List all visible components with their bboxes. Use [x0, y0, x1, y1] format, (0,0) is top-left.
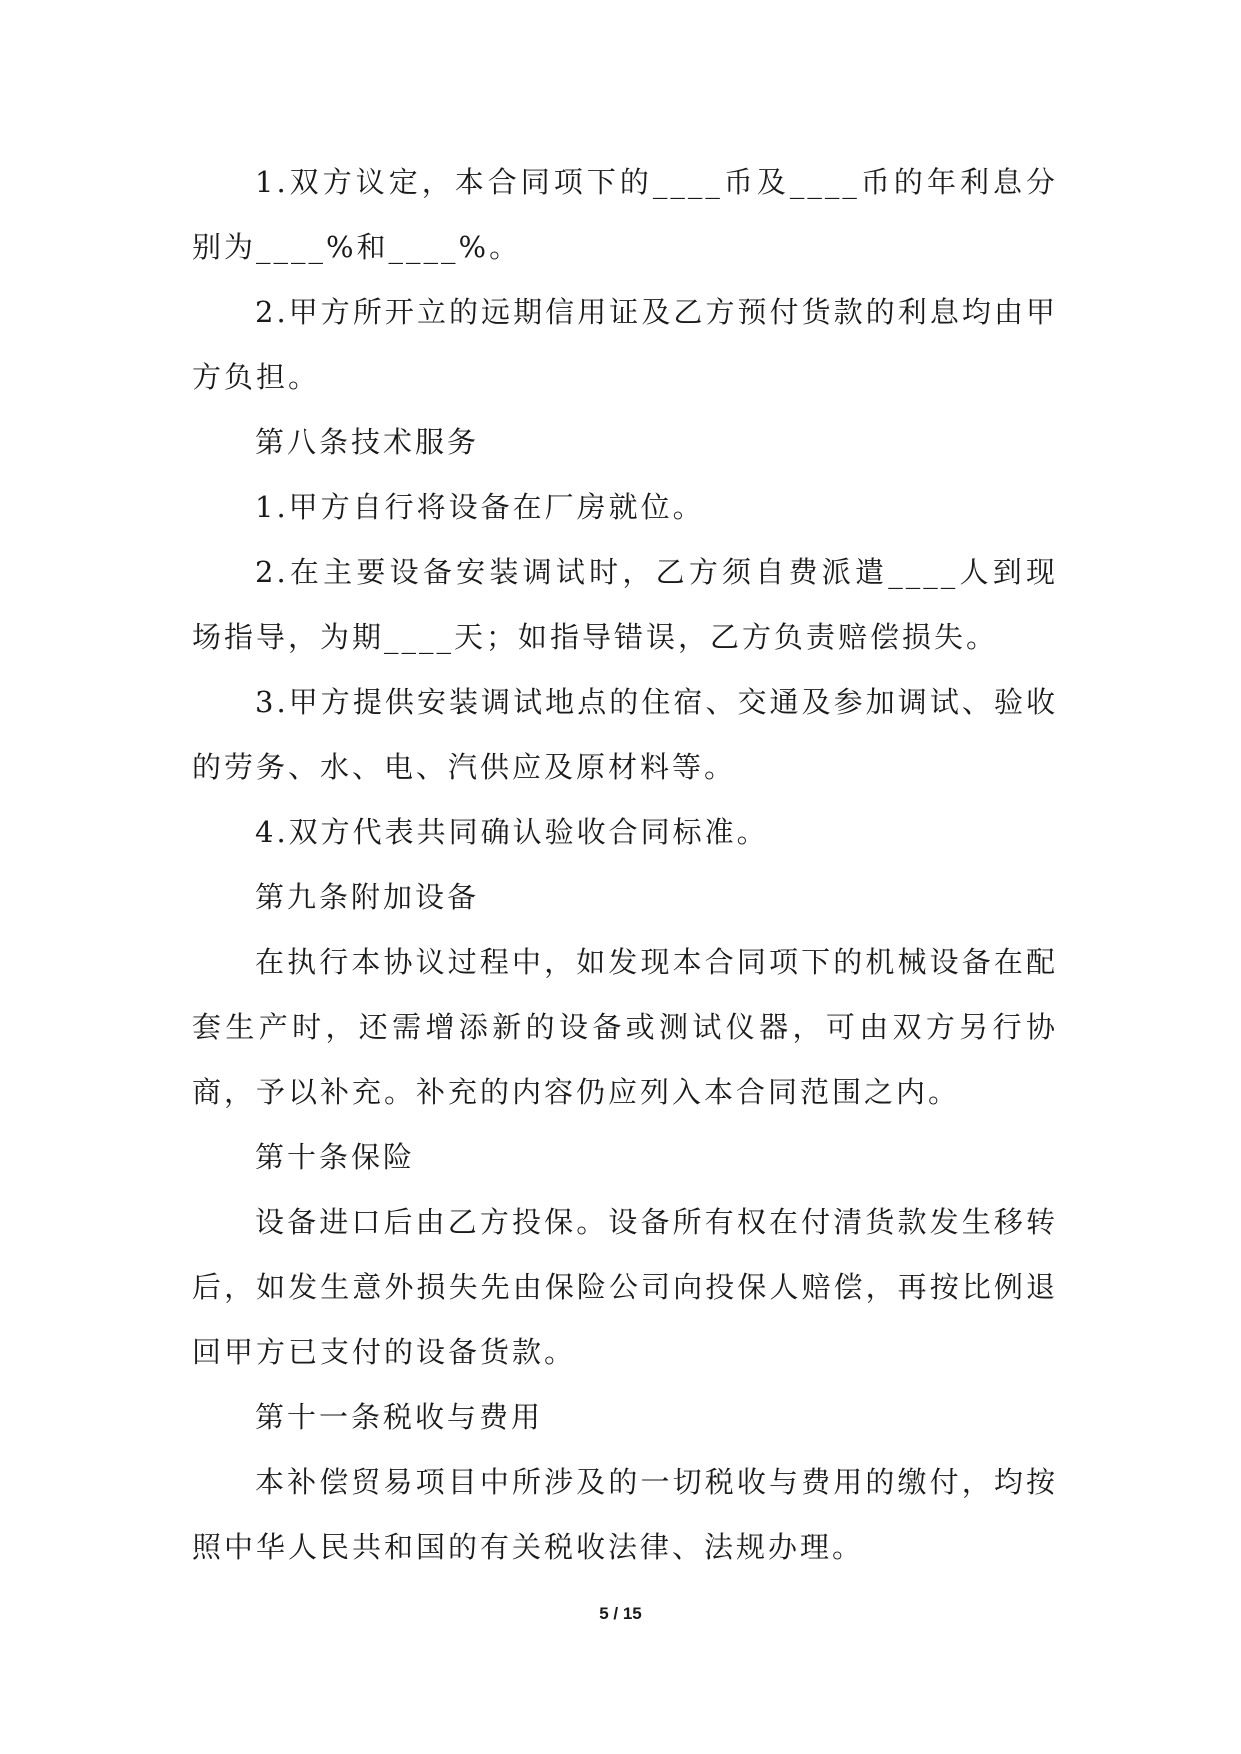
heading-article-8: 第八条技术服务	[255, 425, 480, 459]
paragraph-interest-burden: 2.甲方所开立的远期信用证及乙方预付货款的利息均由甲方负担。	[192, 295, 1058, 394]
paragraph-site-provisions: 3.甲方提供安装调试地点的住宿、交通及参加调试、验收的劳务、水、电、汽供应及原材料等。	[192, 685, 1058, 784]
paragraph-equipment-placement: 1.甲方自行将设备在厂房就位。	[255, 490, 705, 524]
heading-article-11: 第十一条税收与费用	[255, 1400, 544, 1434]
paragraph-additional-equipment: 在执行本协议过程中，如发现本合同项下的机械设备在配套生产时，还需增添新的设备或测试仪器，可由双方另行协商，予以补充。补充的内容仍应列入本合同范围之内。	[192, 945, 1058, 1109]
paragraph-acceptance-standard: 4.双方代表共同确认验收合同标准。	[255, 815, 769, 849]
paragraph-insurance: 设备进口后由乙方投保。设备所有权在付清货款发生移转后，如发生意外损失先由保险公司向投保人赔偿，再按比例退回甲方已支付的设备货款。	[192, 1205, 1058, 1369]
paragraph-interest-rates: 1.双方议定，本合同项下的____币及____币的年利息分别为____%和____%。	[192, 165, 1058, 264]
document-body	[192, 150, 1058, 1580]
paragraph-taxes-fees: 本补偿贸易项目中所涉及的一切税收与费用的缴付，均按照中华人民共和国的有关税收法律、法规办理。	[192, 1465, 1058, 1564]
heading-article-10: 第十条保险	[255, 1140, 416, 1174]
heading-article-9: 第九条附加设备	[255, 880, 480, 914]
paragraph-installation-guidance: 2.在主要设备安装调试时，乙方须自费派遣____人到现场指导，为期____天；如指导错误，乙方负责赔偿损失。	[192, 555, 1058, 654]
page-number: 5 / 15	[599, 1604, 642, 1623]
